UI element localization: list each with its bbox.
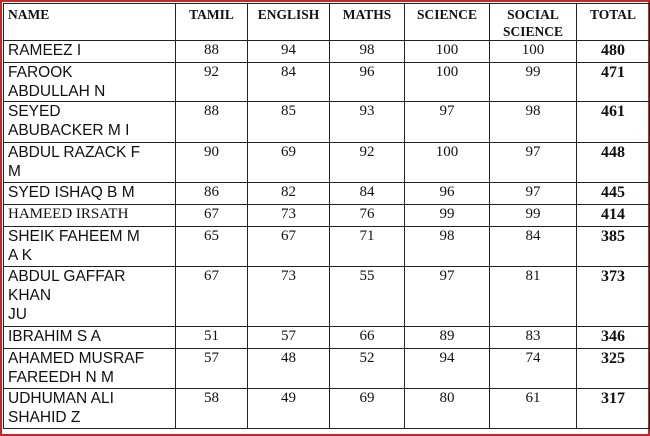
student-name: IBRAHIM S A [8,328,102,345]
header-tamil: TAMIL [176,4,248,41]
table-row [4,205,650,227]
cell-social-science: 100 [490,41,577,63]
student-name: ABDUL RAZACK F M [8,144,141,180]
table-row [4,183,650,205]
table-row [4,227,650,267]
cell-social-science: 98 [490,102,577,143]
cell-total: 461 [577,102,650,143]
cell-total: 445 [577,183,650,205]
cell-maths: 98 [330,41,405,63]
cell-science: 80 [405,389,490,429]
cell-maths: 71 [330,227,405,267]
table-row [4,63,650,102]
header-english: ENGLISH [248,4,330,41]
student-name: SEYED ABUBACKER M I [8,103,130,139]
cell-name [4,267,176,327]
cell-science: 99 [405,205,490,227]
student-name: UDHUMAN ALI SHAHID Z [8,390,114,426]
cell-science: 97 [405,102,490,143]
cell-science: 98 [405,227,490,267]
cell-tamil: 67 [176,205,248,227]
cell-social-science: 97 [490,143,577,183]
cell-total: 414 [577,205,650,227]
cell-name [4,227,176,267]
cell-total: 448 [577,143,650,183]
cell-name [4,63,176,102]
cell-total: 325 [577,349,650,389]
table-row [4,41,650,63]
cell-science: 89 [405,327,490,349]
cell-tamil: 92 [176,63,248,102]
cell-name [4,327,176,349]
cell-maths: 93 [330,102,405,143]
cell-english: 82 [248,183,330,205]
cell-social-science: 84 [490,227,577,267]
cell-english: 73 [248,205,330,227]
cell-science: 100 [405,41,490,63]
cell-english: 67 [248,227,330,267]
cell-tamil: 86 [176,183,248,205]
table-row [4,267,650,327]
cell-tamil: 90 [176,143,248,183]
cell-english: 48 [248,349,330,389]
cell-tamil: 51 [176,327,248,349]
cell-social-science: 74 [490,349,577,389]
cell-maths: 84 [330,183,405,205]
student-name: HAMEED IRSATH [8,206,129,222]
cell-english: 84 [248,63,330,102]
cell-tamil: 88 [176,41,248,63]
student-name: ABDUL GAFFAR KHAN JU [8,268,126,323]
cell-name [4,349,176,389]
cell-tamil: 67 [176,267,248,327]
student-name: SHEIK FAHEEM M A K [8,228,140,264]
table-row [4,102,650,143]
table-row [4,389,650,429]
header-science: SCIENCE [405,4,490,41]
header-row [4,4,650,41]
cell-name [4,143,176,183]
cell-maths: 96 [330,63,405,102]
cell-science: 94 [405,349,490,389]
student-name: FAROOK ABDULLAH N [8,64,106,100]
cell-tamil: 65 [176,227,248,267]
cell-english: 57 [248,327,330,349]
cell-tamil: 58 [176,389,248,429]
header-total: TOTAL [577,4,650,41]
student-name: AHAMED MUSRAF FAREEDH N M [8,350,145,386]
cell-english: 73 [248,267,330,327]
cell-maths: 76 [330,205,405,227]
cell-science: 100 [405,143,490,183]
cell-total: 346 [577,327,650,349]
cell-english: 85 [248,102,330,143]
cell-total: 385 [577,227,650,267]
cell-social-science: 97 [490,183,577,205]
cell-english: 94 [248,41,330,63]
cell-social-science: 99 [490,205,577,227]
table-row [4,327,650,349]
cell-name [4,102,176,143]
cell-maths: 69 [330,389,405,429]
cell-name [4,41,176,63]
cell-social-science: 83 [490,327,577,349]
cell-total: 317 [577,389,650,429]
table-row [4,143,650,183]
cell-social-science: 61 [490,389,577,429]
cell-science: 97 [405,267,490,327]
cell-science: 100 [405,63,490,102]
student-name: SYED ISHAQ B M [8,184,135,201]
cell-social-science: 99 [490,63,577,102]
cell-social-science: 81 [490,267,577,327]
cell-english: 69 [248,143,330,183]
cell-tamil: 57 [176,349,248,389]
cell-tamil: 88 [176,102,248,143]
cell-science: 96 [405,183,490,205]
table-row [4,349,650,389]
header-name: NAME [4,4,176,41]
cell-total: 471 [577,63,650,102]
cell-maths: 52 [330,349,405,389]
student-name: RAMEEZ I [8,42,82,59]
cell-total: 480 [577,41,650,63]
header-maths: MATHS [330,4,405,41]
cell-maths: 55 [330,267,405,327]
marks-table [3,3,650,429]
cell-name [4,205,176,227]
cell-english: 49 [248,389,330,429]
cell-maths: 92 [330,143,405,183]
cell-total: 373 [577,267,650,327]
header-social-science-label: SOCIAL SCIENCE [502,7,564,39]
cell-name [4,389,176,429]
header-social-science [490,4,577,41]
cell-name [4,183,176,205]
cell-maths: 66 [330,327,405,349]
